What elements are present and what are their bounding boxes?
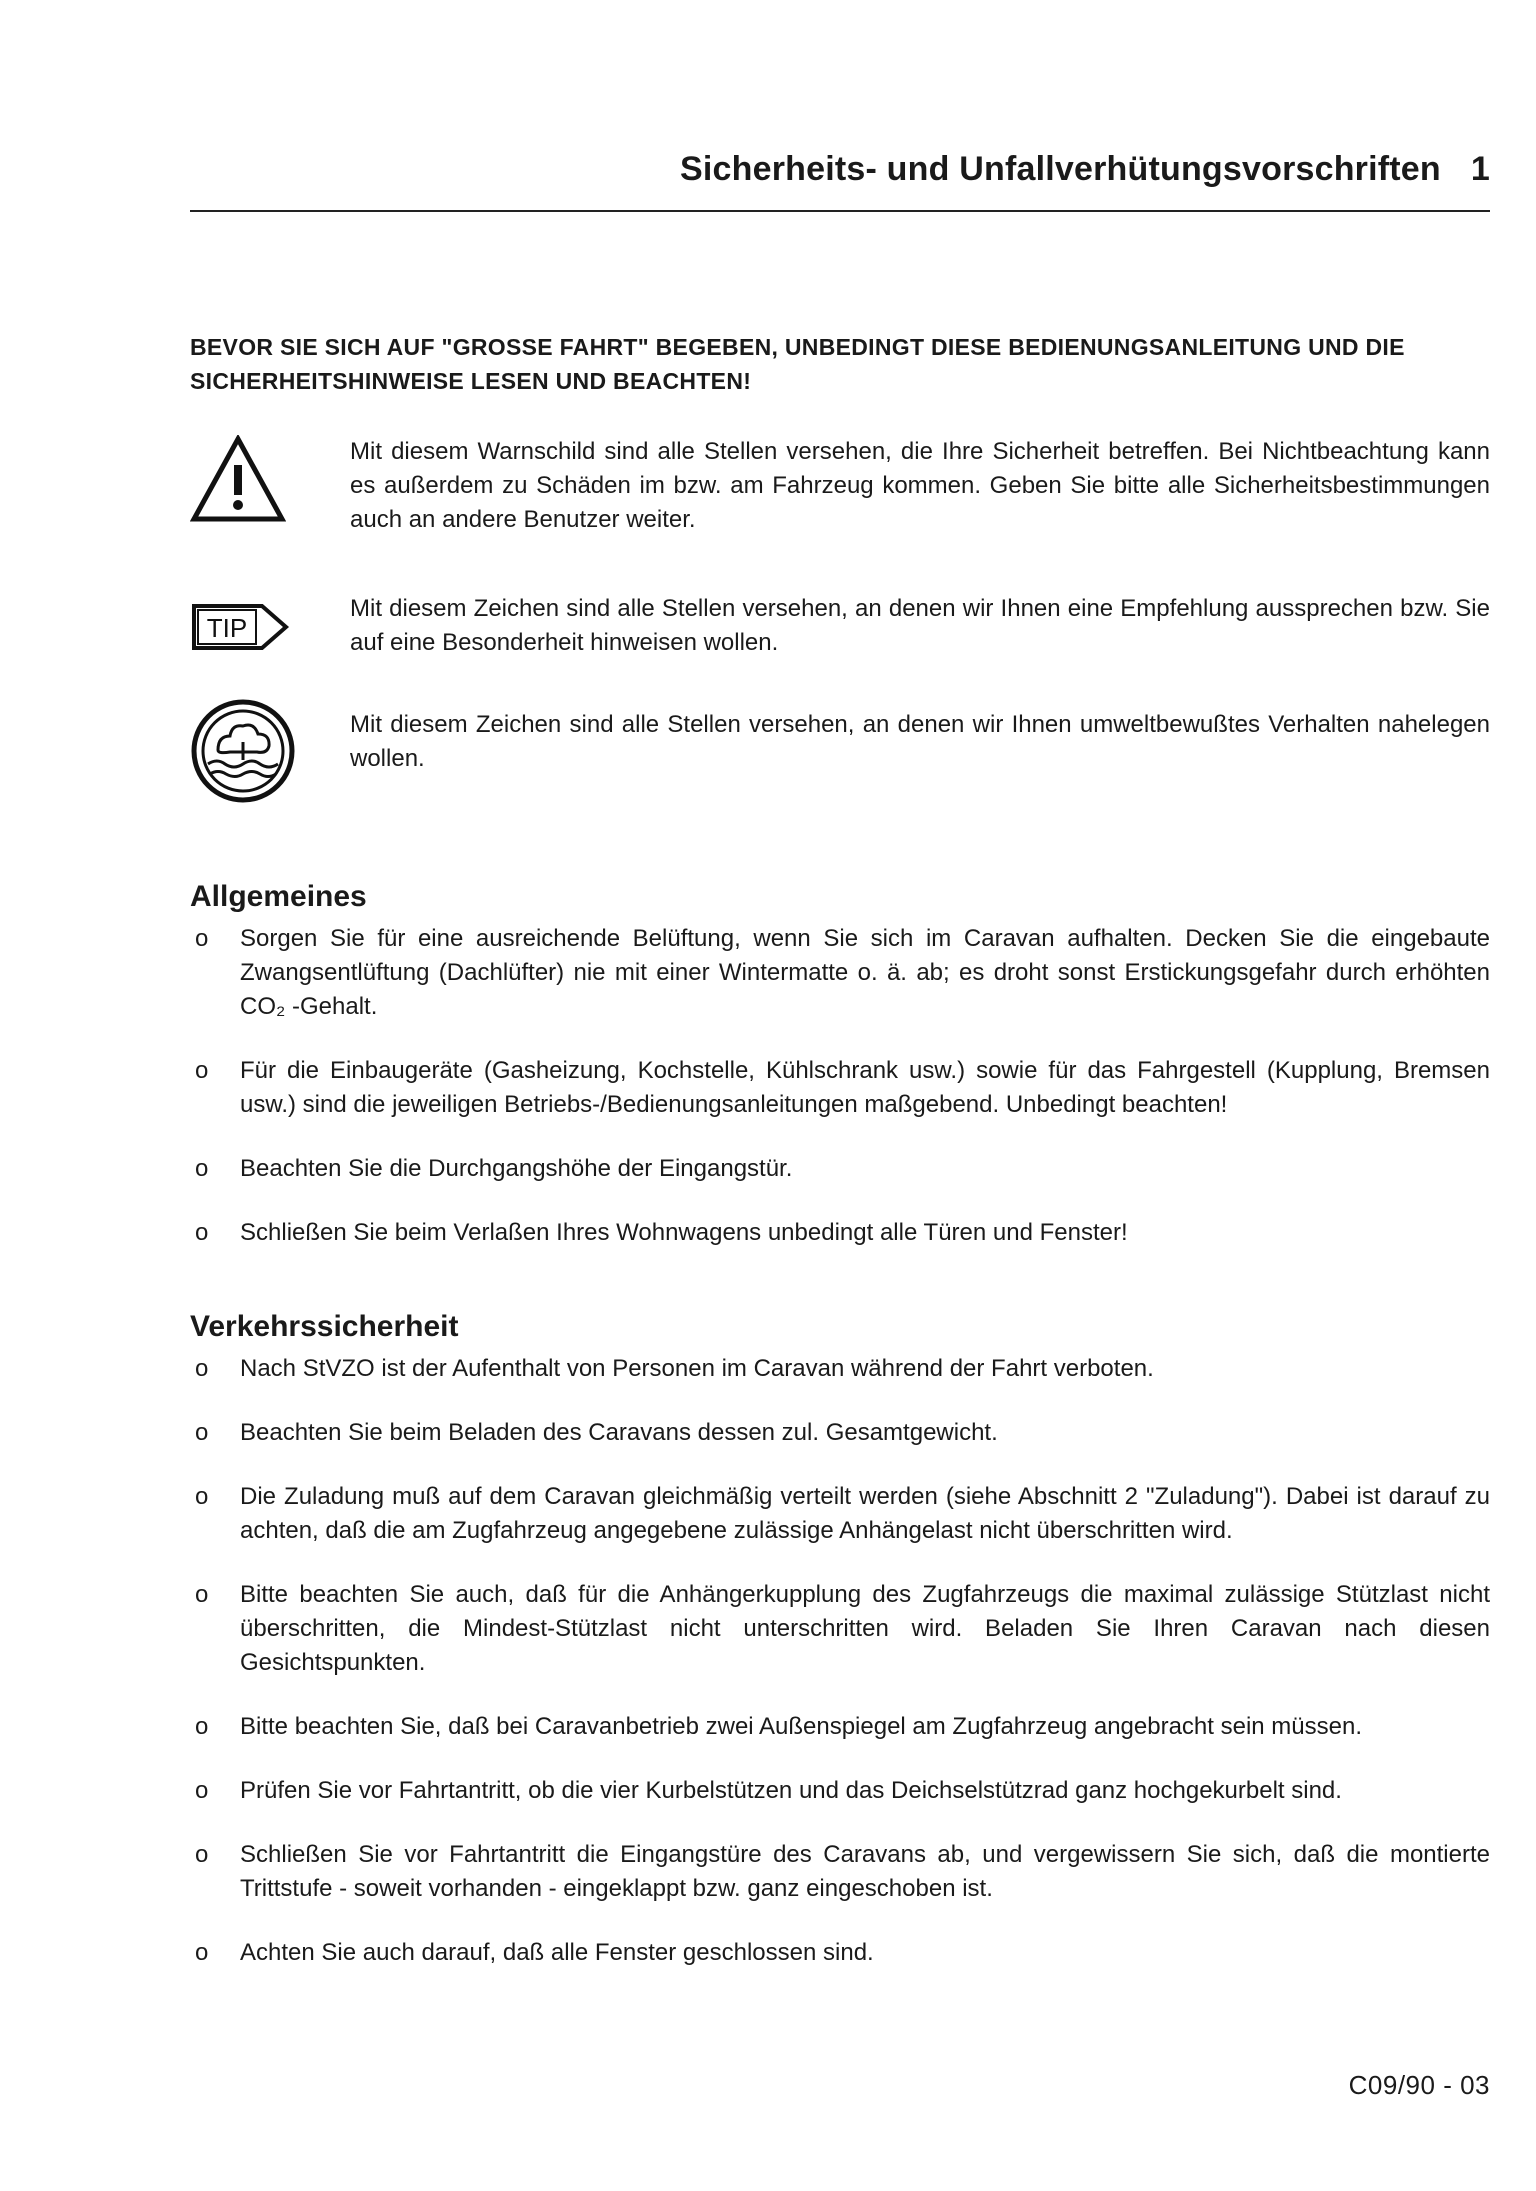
list-item: o Nach StVZO ist der Aufenthalt von Personen im Caravan während der Fahrt verboten. [190, 1352, 1490, 1386]
list-item: o Prüfen Sie vor Fahrtantritt, ob die vier Kurbelstützen und das Deichselstützrad ganz hochgekurbelt sind. [190, 1774, 1490, 1808]
bullet-marker: o [195, 1713, 209, 1740]
bullet-marker: o [195, 1581, 209, 1608]
list-verkehrssicherheit [190, 1352, 1490, 1970]
tip-icon [190, 602, 290, 657]
list-item: o Bitte beachten Sie, daß bei Caravanbetrieb zwei Außenspiegel am Zugfahrzeug angebracht sein müssen. [190, 1710, 1490, 1744]
warning-triangle-icon [190, 435, 286, 530]
symbol-text-warning: Mit diesem Warnschild sind alle Stellen versehen, die Ihre Sicherheit betreffen. Bei Nichtbeachtung kann es außerdem zu Schäden im bzw. am Fahrzeug kommen. Geben Sie bitte alle Sicherheitsbestimmungen auch an andere Benutzer weiter. [350, 438, 1490, 533]
bullet-marker: o [195, 1219, 209, 1246]
bullet-marker: o [195, 1841, 209, 1868]
tip-icon-label: TIP [206, 613, 248, 643]
bullet-marker: o [195, 1419, 209, 1446]
page-title: Sicherheits- und Unfallverhütungsvorschriften [680, 150, 1441, 188]
page-header [190, 150, 1490, 189]
bullet-marker: o [195, 1483, 209, 1510]
list-item: o Beachten Sie beim Beladen des Caravans dessen zul. Gesamtgewicht. [190, 1416, 1490, 1450]
bullet-marker: o [195, 1355, 209, 1382]
bullet-marker: o [195, 1155, 209, 1182]
list-item: o Bitte beachten Sie auch, daß für die Anhängerkupplung des Zugfahrzeugs die maximal zulässige Stützlast nicht überschritten, die Mindest-Stützlast nicht unterschritten wird. Beladen Sie Ihren Caravan nach diesen Gesichtspunkten. [190, 1578, 1490, 1680]
list-item: o Sorgen Sie für eine ausreichende Belüftung, wenn Sie sich im Caravan aufhalten. Decken Sie die eingebaute Zwangsentlüftung (Dachlüfter) nie mit einer Wintermatte o. ä. ab; es droht sonst Erstickungsgefahr durch erhöhten CO₂ -Gehalt. [190, 922, 1490, 1024]
section-title-allgemeines: Allgemeines [190, 880, 367, 913]
header-divider [190, 210, 1490, 212]
bullet-marker: o [195, 1057, 209, 1084]
environment-icon [190, 698, 296, 809]
list-item: o Für die Einbaugeräte (Gasheizung, Kochstelle, Kühlschrank usw.) sowie für das Fahrgestell (Kupplung, Bremsen usw.) sind die jeweiligen Betriebs-/Bedienungsanleitungen maßgebend. Unbedingt beachten! [190, 1054, 1490, 1122]
list-item: o Achten Sie auch darauf, daß alle Fenster geschlossen sind. [190, 1936, 1490, 1970]
bullet-marker: o [195, 1777, 209, 1804]
list-item: o Schließen Sie beim Verlaßen Ihres Wohnwagens unbedingt alle Türen und Fenster! [190, 1216, 1490, 1250]
intro-warning-text: BEVOR SIE SICH AUF "GROSSE FAHRT" BEGEBEN, UNBEDINGT DIESE BEDIENUNGSANLEITUNG UND DIE SICHERHEITSHINWEISE LESEN UND BEACHTEN! [190, 334, 1405, 394]
list-item: o Schließen Sie vor Fahrtantritt die Eingangstüre des Caravans ab, und vergewissern Sie sich, daß die montierte Trittstufe - soweit vorhanden - eingeklappt bzw. ganz eingeschoben ist. [190, 1838, 1490, 1906]
chapter-number: 1 [1470, 150, 1490, 188]
list-allgemeines [190, 922, 1490, 1250]
symbol-text-environment: Mit diesem Zeichen sind alle Stellen versehen, an denen wir Ihnen umweltbewußtes Verhalten nahelegen wollen. [350, 711, 1490, 772]
symbol-text-tip: Mit diesem Zeichen sind alle Stellen versehen, an denen wir Ihnen eine Empfehlung aussprechen bzw. Sie auf eine Besonderheit hinweisen wollen. [350, 595, 1490, 656]
bullet-marker: o [195, 1939, 209, 1966]
list-item: o Die Zuladung muß auf dem Caravan gleichmäßig verteilt werden (siehe Abschnitt 2 "Zuladung"). Dabei ist darauf zu achten, daß die am Zugfahrzeug angegebene zulässige Anhängelast nicht überschritten wird. [190, 1480, 1490, 1548]
list-item: o Beachten Sie die Durchgangshöhe der Eingangstür. [190, 1152, 1490, 1186]
page-footer-code: C09/90 - 03 [1348, 2070, 1490, 2100]
section-title-verkehrssicherheit: Verkehrssicherheit [190, 1310, 459, 1343]
bullet-marker: o [195, 925, 209, 952]
